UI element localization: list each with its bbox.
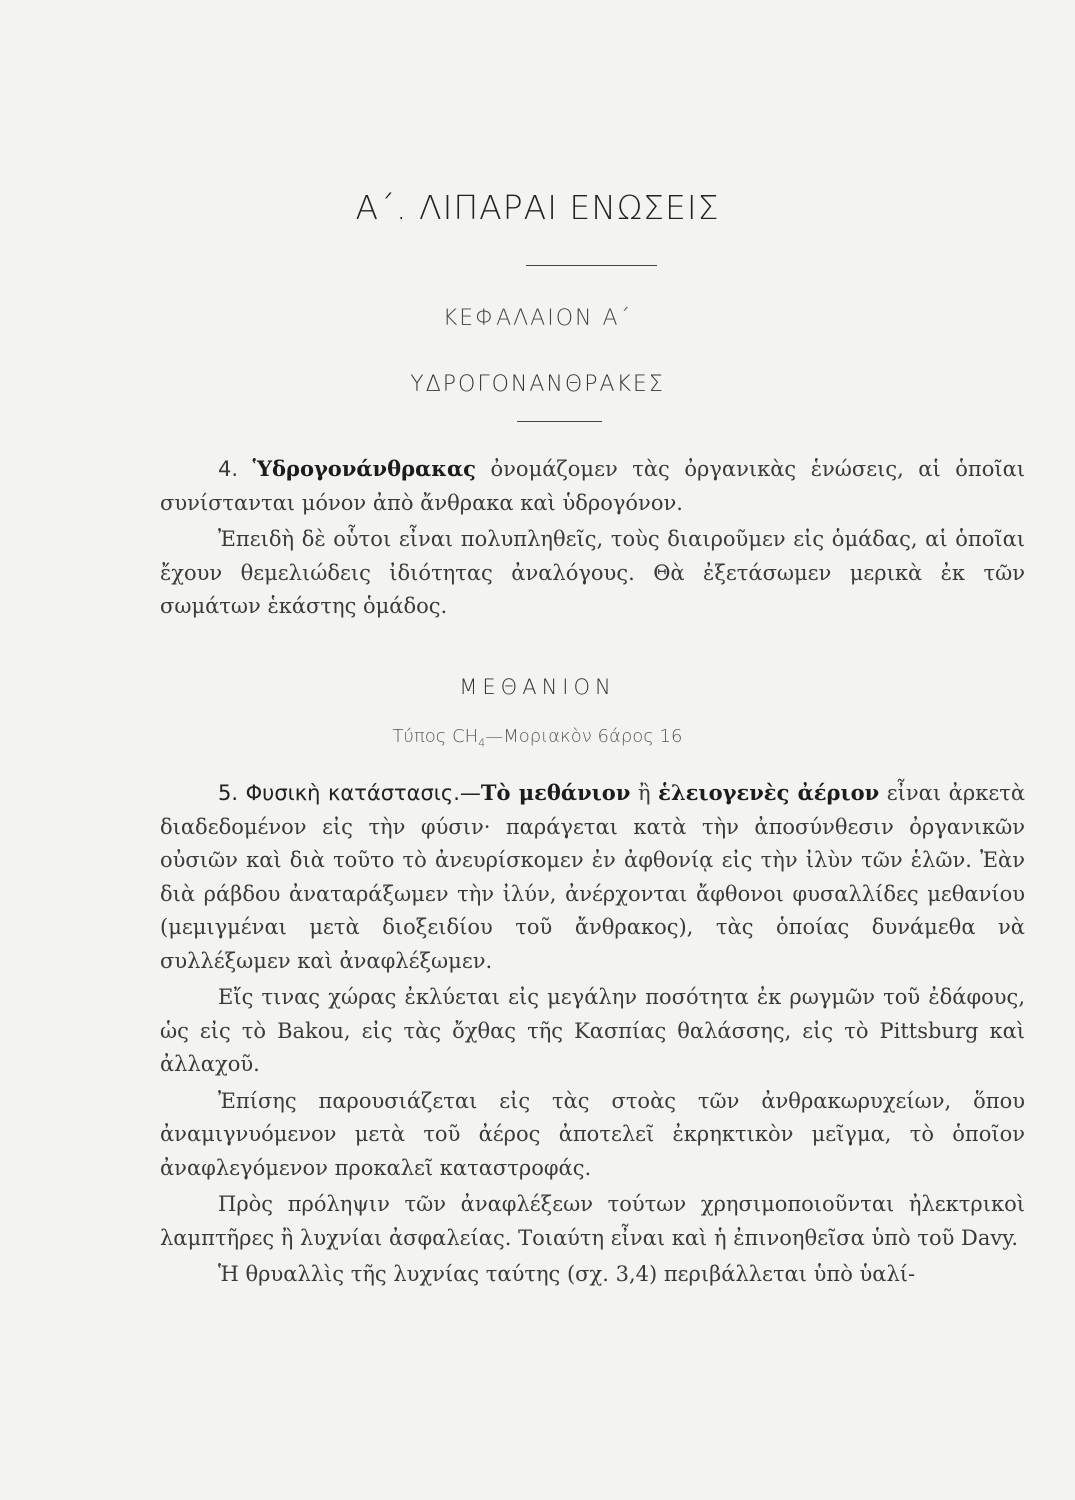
physical-paragraph-5: Ἡ θρυαλλὶς τῆς λυχνίας ταύτης (σχ. 3,4) περιβάλλεται ὑπὸ ὑαλί- [218, 1262, 916, 1286]
chapter-title: ΥΔΡΟΓΟΝΑΝΘΡΑΚΕΣ [410, 372, 665, 397]
part-title: Α΄. ΛΙΠΑΡΑΙ ΕΝΩΣΕΙΣ [355, 188, 720, 227]
chapter-label: ΚΕΦΑΛΑΙΟΝ Α΄ [442, 306, 633, 331]
term-methane: Τὸ μεθάνιον [480, 780, 631, 805]
intro-section [160, 452, 1025, 627]
physical-section [160, 776, 1025, 1295]
physical-text: εἶναι ἀρκετὰ διαδεδομένον εἰς τὴν φύσιν· παράγεται κατὰ τὴν ἀποσύνθεσιν ὀργανικῶν οὐσιῶν καὶ διὰ τοῦτο τὸ ἀνευρίσκομεν ἐν ἀφθονίᾳ εἰς τὴν ἰλὺν τῶν ἑλῶν. Ἐὰν διὰ ράβδου ἀναταράξωμεν τὴν ἰλύν, ἀνέρχονται ἄφθονοι φυσαλλίδες μεθανίου (μεμιγμέναι μετὰ διοξειδίου τοῦ ἄνθρακος), τὰς ὁποίας δυνάμεθα νὰ συλλέξωμεν καὶ ἀναφλέξωμεν. [160, 781, 1026, 973]
section-number: 5. [218, 781, 239, 805]
physical-paragraph-4: Πρὸς πρόληψιν τῶν ἀναφλέξεων τούτων χρησιμοποιοῦνται ἠλεκτρικοὶ λαμπτῆρες ἢ λυχνίαι ἀσφαλείας. Τοιαύτη εἶναι καὶ ἡ ἐπινοηθεῖσα ὑπὸ τοῦ Davy. [160, 1192, 1025, 1250]
chapter-divider [517, 421, 602, 422]
molecular-weight: —Μοριακὸν 6άρος 16 [485, 726, 683, 747]
section-number: 4. [218, 457, 239, 481]
formula-label: Τύπος [392, 726, 447, 747]
physical-heading: Φυσικὴ κατάστασις.— [245, 781, 481, 805]
physical-paragraph [160, 776, 1025, 978]
section-title: ΜΕΘΑΝΙΟΝ [459, 675, 616, 699]
physical-paragraph-3: Ἐπίσης παρουσιάζεται εἰς τὰς στοὰς τῶν ἀνθρακωρυχείων, ὅπου ἀναμιγνυόμενον μετὰ τοῦ ἀέρος ἀποτελεῖ ἐκρηκτικὸν μεῖγμα, τὸ ὁποῖον ἀναφλεγόμενον προκαλεῖ καταστροφάς. [160, 1088, 1025, 1180]
physical-paragraph-2: Εἴς τινας χώρας ἐκλύεται εἰς μεγάλην ποσότητα ἐκ ρωγμῶν τοῦ ἐδάφους, ὡς εἰς τὸ Bakou, εἰς τὰς ὄχθας τῆς Κασπίας θαλάσσης, εἰς τὸ Pittsburg καὶ ἀλλαχοῦ. [160, 985, 1025, 1076]
formula: CH [452, 726, 479, 747]
term-marsh-gas: ἑλειογενὲς ἀέριον [658, 780, 880, 805]
intro-paragraph-2: Ἐπειδὴ δὲ οὗτοι εἶναι πολυπληθεῖς, τοὺς διαιροῦμεν εἰς ὁμάδας, αἱ ὁποῖαι ἔχουν θεμελιώδεις ἰδιότητας ἀναλόγους. Θὰ ἐξετάσωμεν μερικὰ ἐκ τῶν σωμάτων ἑκάστης ὁμάδος. [160, 527, 1025, 618]
formula-subscript: 4 [478, 736, 486, 750]
formula-line [0, 726, 1075, 750]
title-divider [526, 265, 657, 266]
conjunction: ἢ [637, 781, 651, 805]
intro-text: ὀνομάζομεν τὰς ὀργανικὰς ἑνώσεις, αἱ ὁποῖαι συνίστανται μόνον ἀπὸ ἄνθρακα καὶ ὑδρογόνον. [160, 457, 1025, 515]
intro-term: Ὑδρογονάνθρακας [252, 456, 476, 481]
intro-paragraph [160, 452, 1025, 520]
